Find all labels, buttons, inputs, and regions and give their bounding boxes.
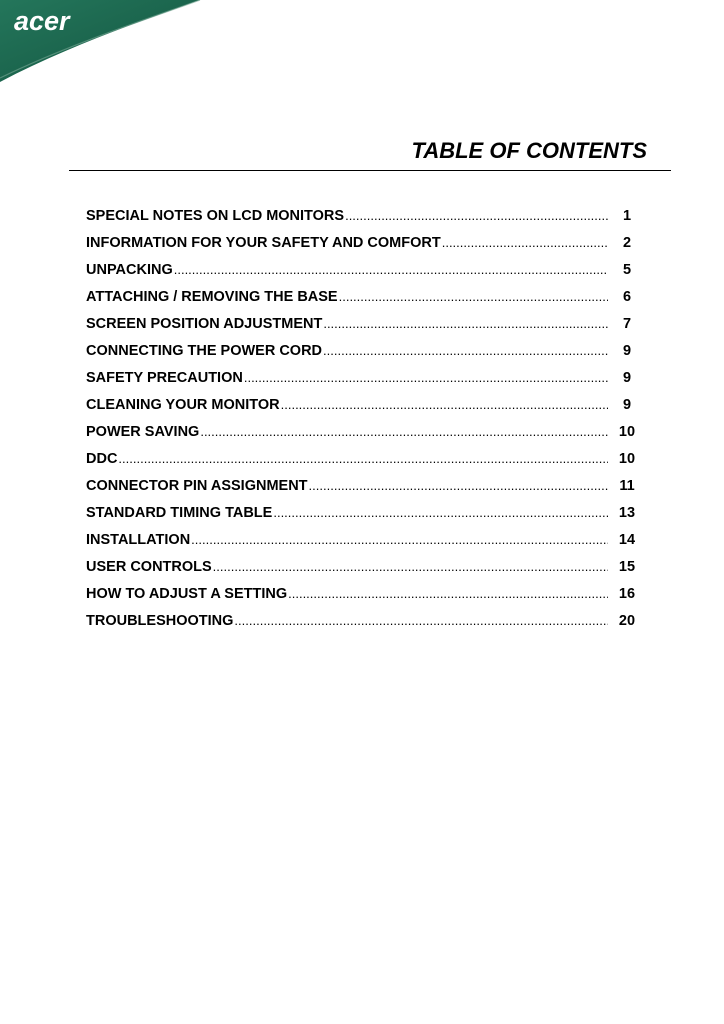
toc-entry-title: ATTACHING / REMOVING THE BASE (86, 289, 338, 305)
toc-entry[interactable] (86, 289, 638, 316)
toc-entry[interactable] (86, 370, 638, 397)
toc-entry-title: STANDARD TIMING TABLE (86, 505, 273, 521)
page-title: TABLE OF CONTENTS (411, 138, 647, 163)
toc-entry-page-number: 15 (618, 559, 636, 575)
toc-dot-leader (309, 478, 608, 493)
toc-entry-page-number: 5 (622, 262, 632, 278)
toc-dot-leader (345, 208, 608, 223)
toc-entry[interactable] (86, 586, 638, 613)
toc-entry[interactable] (86, 316, 638, 343)
toc-entry[interactable] (86, 424, 638, 451)
toc-entry[interactable] (86, 613, 638, 640)
toc-entry-title: SAFETY PRECAUTION (86, 370, 243, 386)
toc-dot-leader (339, 289, 608, 304)
toc-dot-leader (281, 397, 608, 412)
toc-entry-page-number: 1 (622, 208, 632, 224)
toc-dot-leader (323, 316, 608, 331)
toc-dot-leader (118, 451, 608, 466)
toc-entry-page-number: 11 (619, 478, 635, 494)
toc-dot-leader (244, 370, 608, 385)
table-of-contents (86, 208, 638, 640)
toc-entry-title: INFORMATION FOR YOUR SAFETY AND COMFORT (86, 235, 441, 251)
toc-dot-leader (288, 586, 608, 601)
toc-entry[interactable] (86, 235, 638, 262)
toc-entry-page-number: 9 (622, 343, 632, 359)
toc-dot-leader (273, 505, 608, 520)
toc-entry-title: CONNECTING THE POWER CORD (86, 343, 323, 359)
toc-entry-title: USER CONTROLS (86, 559, 212, 575)
toc-entry-title: HOW TO ADJUST A SETTING (86, 586, 288, 602)
toc-entry[interactable] (86, 532, 638, 559)
toc-entry-page-number: 16 (618, 586, 636, 602)
toc-entry-page-number: 10 (618, 424, 636, 440)
title-divider (69, 170, 671, 171)
toc-entry[interactable] (86, 559, 638, 586)
toc-dot-leader (191, 532, 608, 547)
toc-entry[interactable] (86, 505, 638, 532)
toc-entry-page-number: 7 (622, 316, 632, 332)
toc-entry[interactable] (86, 208, 638, 235)
toc-dot-leader (323, 343, 608, 358)
toc-entry-page-number: 6 (622, 289, 632, 305)
toc-entry-title: INSTALLATION (86, 532, 191, 548)
toc-entry-title: UNPACKING (86, 262, 173, 278)
toc-dot-leader (234, 613, 608, 628)
toc-entry[interactable] (86, 478, 638, 505)
toc-entry-title: SPECIAL NOTES ON LCD MONITORS (86, 208, 345, 224)
toc-entry[interactable] (86, 262, 638, 289)
acer-logo: acer (14, 6, 70, 36)
toc-entry-page-number: 13 (618, 505, 636, 521)
toc-entry-title: CLEANING YOUR MONITOR (86, 397, 280, 413)
toc-entry[interactable] (86, 343, 638, 370)
toc-dot-leader (174, 262, 608, 277)
toc-entry-title: DDC (86, 451, 118, 467)
toc-entry[interactable] (86, 451, 638, 478)
toc-dot-leader (213, 559, 608, 574)
toc-entry-page-number: 10 (618, 451, 636, 467)
toc-entry-page-number: 9 (622, 370, 632, 386)
toc-entry-title: TROUBLESHOOTING (86, 613, 234, 629)
toc-entry-page-number: 14 (618, 532, 636, 548)
toc-entry-title: POWER SAVING (86, 424, 200, 440)
toc-entry[interactable] (86, 397, 638, 424)
toc-dot-leader (442, 235, 608, 250)
toc-entry-page-number: 9 (622, 397, 632, 413)
toc-entry-page-number: 2 (622, 235, 632, 251)
toc-entry-title: CONNECTOR PIN ASSIGNMENT (86, 478, 308, 494)
acer-logo-band (0, 0, 230, 90)
toc-entry-title: SCREEN POSITION ADJUSTMENT (86, 316, 323, 332)
toc-entry-page-number: 20 (618, 613, 636, 629)
toc-dot-leader (200, 424, 608, 439)
